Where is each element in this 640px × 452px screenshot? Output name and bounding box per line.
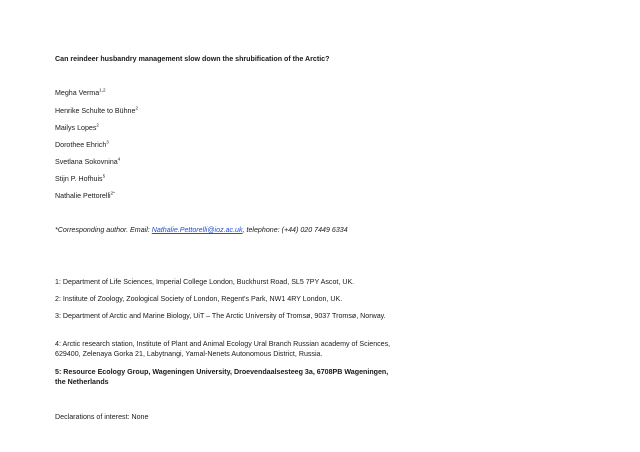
author-affiliation-marker: 3 <box>106 139 109 145</box>
corresponding-email-link[interactable]: Nathalie.Pettorelli@ioz.ac.uk <box>151 226 243 234</box>
affiliation-1: 1: Department of Life Sciences, Imperial College London, Buckhurst Road, SL5 7PY Ascot, UK. <box>55 278 355 286</box>
author-5 <box>55 158 120 168</box>
author-name: Megha Verma <box>55 89 100 97</box>
declarations-of-interest: Declarations of interest: None <box>55 413 149 421</box>
author-affiliation-marker: 2* <box>110 190 115 196</box>
paper-title: Can reindeer husbandry management slow down the shrubification of the Arctic? <box>55 55 330 63</box>
affiliation-5: 5: Resource Ecology Group, Wageningen University, Droevendaalsesteeg 3a, 6708PB Wageningen, the Netherlands <box>55 368 389 386</box>
author-affiliation-marker: 2 <box>135 105 139 111</box>
author-name: Mailys Lopes <box>55 124 97 132</box>
affiliation-4: 4: Arctic research station, Institute of Plant and Animal Ecology Ural Branch Russian academy of Sciences, 629400, Zelenaya Gorka 21, Labytnangi, Yamal-Nenets Autonomous District, Russia. <box>55 340 391 358</box>
author-affiliation-marker: 5 <box>102 173 106 179</box>
author-3 <box>55 124 99 134</box>
author-name: Stijn P. Hofhuis <box>55 175 103 183</box>
affiliation-2: 2: Institute of Zoology, Zoological Society of London, Regent's Park, NW1 4RY London, UK. <box>55 295 343 303</box>
author-2 <box>55 107 138 117</box>
author-affiliation-marker: 1,2 <box>99 87 106 93</box>
correspondence-suffix: , telephone: (+44) 020 7449 6334 <box>242 226 348 234</box>
affiliation-3: 3: Department of Arctic and Marine Biology, UiT – The Arctic University of Tromsø, 9037 Tromsø, Norway. <box>55 312 386 320</box>
correspondence-line <box>55 226 348 236</box>
author-name: Nathalie Pettorelli <box>55 192 111 200</box>
author-name: Svetlana Sokovnina <box>55 158 118 166</box>
author-affiliation-marker: 2 <box>96 122 99 128</box>
author-name: Dorothee Ehrich <box>55 141 107 149</box>
correspondence-prefix: *Corresponding author. Email: <box>55 226 152 234</box>
author-6 <box>55 175 105 185</box>
author-4 <box>55 141 109 151</box>
author-7 <box>55 192 115 202</box>
author-name: Henrike Schulte to Bühne <box>55 107 136 115</box>
author-affiliation-marker: 4 <box>117 156 121 162</box>
author-1 <box>55 89 106 99</box>
